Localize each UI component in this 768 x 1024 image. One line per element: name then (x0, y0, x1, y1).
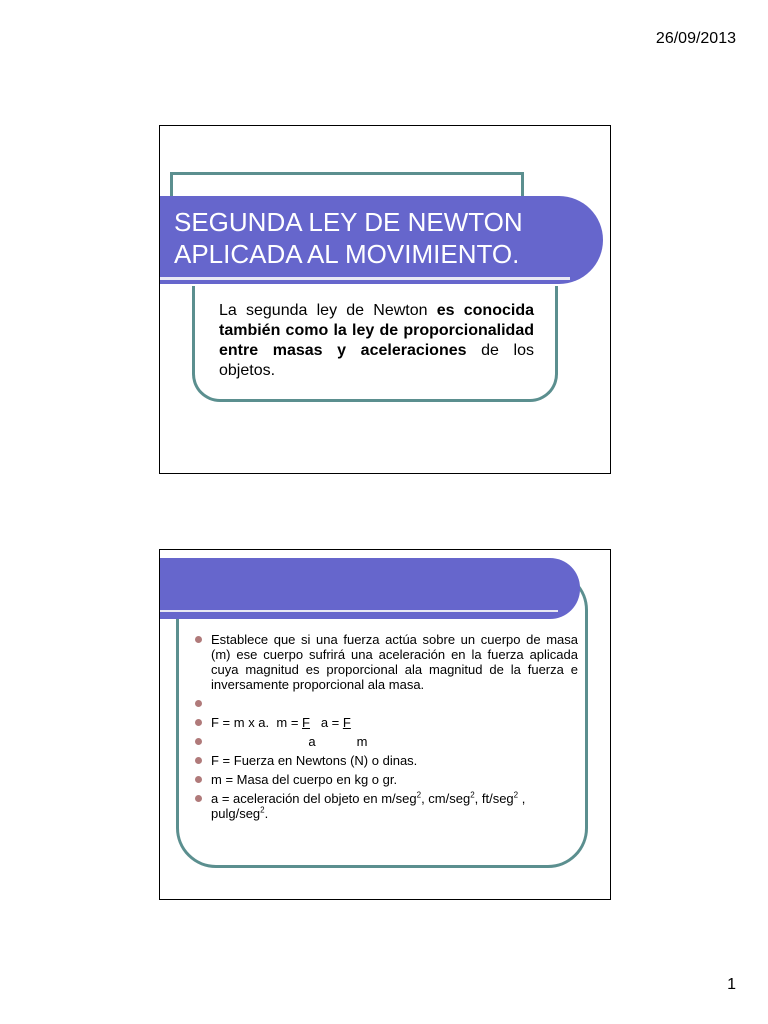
formula-denominator-1: a (308, 734, 316, 749)
list-item (194, 632, 578, 692)
bullet-icon (195, 757, 202, 764)
list-item-formula (194, 715, 578, 730)
accel-text-4: , pulg/seg (211, 791, 526, 821)
accel-text-2: , cm/seg (421, 791, 471, 806)
superscript: 2 (470, 790, 475, 800)
slide-1-text-bold: es conocida también como la ley de proporcionalidad entre masas y aceleraciones (219, 302, 534, 359)
bullet-icon (195, 700, 202, 707)
formula-middle: a = (309, 715, 343, 730)
superscript: 2 (416, 790, 422, 800)
slide-1-title-line-2: APLICADA AL MOVIMIENTO. (174, 239, 520, 269)
slide-2 (159, 549, 611, 900)
slide-1 (159, 125, 611, 474)
superscript: 2 (513, 790, 519, 800)
slide-2-title-underline (160, 610, 558, 612)
list-item-empty (194, 696, 578, 711)
slide-2-bullet-list (194, 632, 578, 825)
formula-numerator-1: F (302, 715, 310, 730)
slide-1-body-box (192, 286, 558, 402)
slide-1-title (174, 206, 523, 270)
accel-text-5: . (264, 806, 269, 821)
accel-text-1: a = aceleración del objeto en m/seg (211, 791, 417, 806)
slide-1-text-part-1: La segunda ley de Newton (219, 302, 437, 319)
formula-denominator-2: m (356, 734, 368, 749)
slide-1-title-bar (160, 196, 603, 284)
list-item-acceleration (194, 791, 578, 821)
bullet-icon (195, 776, 202, 783)
bullet-icon (195, 636, 202, 643)
list-item-formula-denominators (194, 734, 578, 749)
bullet-icon (195, 738, 202, 745)
slide-1-title-underline (160, 277, 570, 280)
list-item (194, 772, 578, 787)
formula-numerator-2: F (342, 715, 351, 730)
accel-text-3: , ft/seg (474, 791, 514, 806)
page-number: 1 (727, 976, 736, 993)
list-item (194, 753, 578, 768)
superscript: 2 (260, 805, 265, 815)
slide-1-text-part-2: de los objetos. (219, 342, 535, 379)
bullet-icon (195, 795, 202, 802)
list-item-text: F = Fuerza en Newtons (N) o dinas. (211, 753, 418, 768)
slide-1-body-text (219, 301, 534, 381)
list-item-text: m = Masa del cuerpo en kg o gr. (211, 772, 398, 787)
slide-1-title-line-1: SEGUNDA LEY DE NEWTON (174, 207, 523, 237)
list-item-text: Establece que si una fuerza actúa sobre un cuerpo de masa (m) ese cuerpo sufrirá una aceleración en la fuerza aplicada cuya magnitud es proporcional ala magnitud de la fuerza e inversamente proporcional ala masa. (211, 632, 578, 692)
formula-prefix: F = m x a. m = (211, 715, 303, 730)
header-date: 26/09/2013 (655, 30, 736, 47)
slide-2-title-bar (160, 558, 580, 619)
bullet-icon (195, 719, 202, 726)
